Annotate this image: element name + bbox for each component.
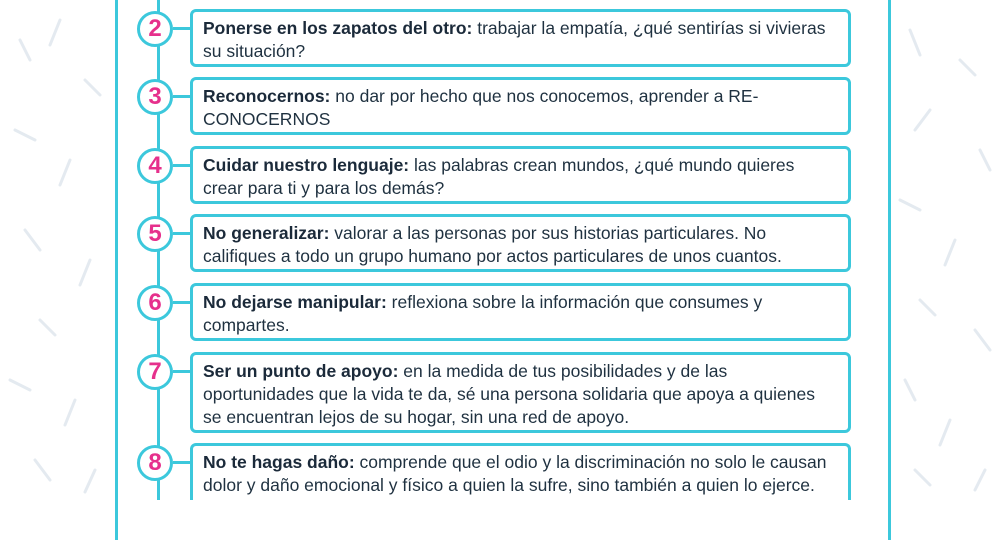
step-number-badge: 6 bbox=[137, 285, 173, 321]
step-text: no dar por hecho que nos conocemos, aprender a RE-CONOCERNOS bbox=[203, 86, 759, 129]
step-card bbox=[190, 9, 851, 67]
step-title: Ponerse en los zapatos del otro: bbox=[203, 18, 473, 38]
step-card bbox=[190, 77, 851, 135]
step-card bbox=[190, 352, 851, 433]
step-connector bbox=[173, 164, 191, 167]
step-text: las palabras crean mundos, ¿qué mundo quieres crear para ti y para los demás? bbox=[203, 155, 795, 198]
step-number-badge: 5 bbox=[137, 216, 173, 252]
step-number-badge: 2 bbox=[137, 11, 173, 47]
step-title: No te hagas daño: bbox=[203, 452, 355, 472]
step-number-badge: 7 bbox=[137, 354, 173, 390]
step-connector bbox=[173, 95, 191, 98]
step-connector bbox=[173, 27, 191, 30]
step-text: valorar a las personas por sus historias particulares. No califiques a todo un grupo humano por actos particulares de unos cuantos. bbox=[203, 223, 782, 266]
step-number-badge: 8 bbox=[137, 445, 173, 481]
step-title: Ser un punto de apoyo: bbox=[203, 361, 399, 381]
step-title: No dejarse manipular: bbox=[203, 292, 387, 312]
step-text: en la medida de tus posibilidades y de las oportunidades que la vida te da, sé una persona solidaria que apoya a quienes se encuentran lejos de su hogar, sin una red de apoyo. bbox=[203, 361, 815, 427]
step-title: Reconocernos: bbox=[203, 86, 331, 106]
step-card bbox=[190, 283, 851, 341]
step-connector bbox=[173, 232, 191, 235]
step-text: trabajar la empatía, ¿qué sentirías si vivieras su situación? bbox=[203, 18, 826, 61]
step-title: No generalizar: bbox=[203, 223, 330, 243]
step-card bbox=[190, 214, 851, 272]
step-connector bbox=[173, 370, 191, 373]
step-number-badge: 4 bbox=[137, 148, 173, 184]
step-text: comprende que el odio y la discriminación no solo le causan dolor y daño emocional y físico a quien la sufre, sino también a quien lo ejerce. bbox=[203, 452, 827, 495]
step-card bbox=[190, 443, 851, 500]
step-text: reflexiona sobre la información que consumes y compartes. bbox=[203, 292, 763, 335]
step-title: Cuidar nuestro lenguaje: bbox=[203, 155, 410, 175]
step-connector bbox=[173, 461, 191, 464]
step-number-badge: 3 bbox=[137, 79, 173, 115]
step-connector bbox=[173, 301, 191, 304]
step-card bbox=[190, 146, 851, 204]
